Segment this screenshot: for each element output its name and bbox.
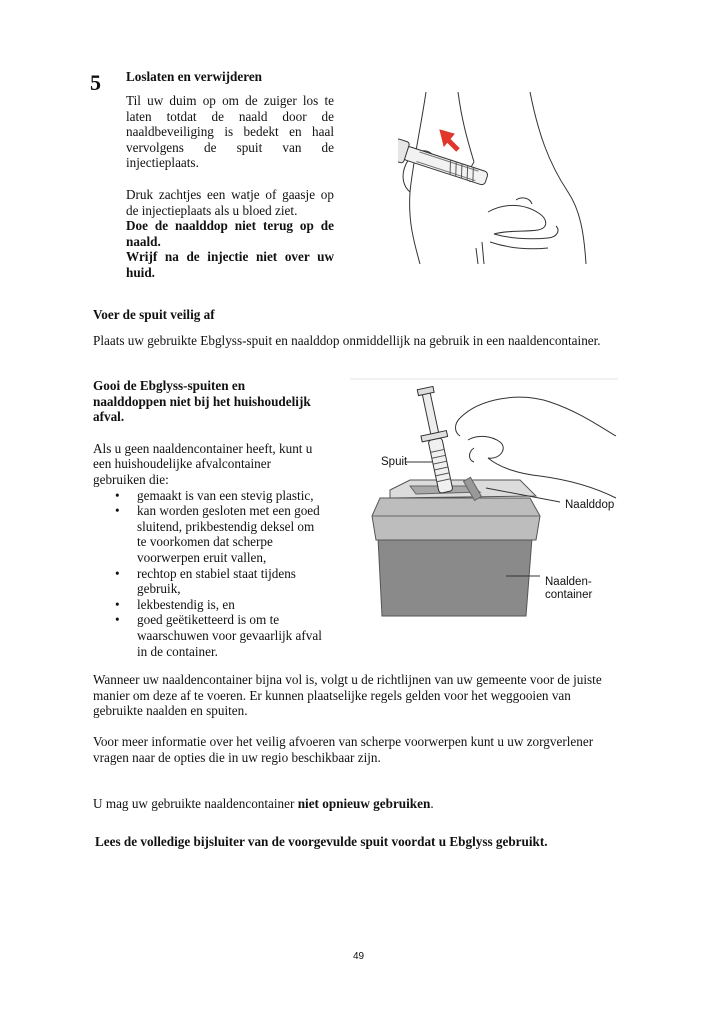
full-container-paragraph bbox=[93, 672, 602, 719]
figure-label-syringe: Spuit bbox=[381, 456, 408, 468]
step-number: 5 bbox=[90, 70, 101, 95]
list-item-line: in de container. bbox=[137, 643, 218, 659]
list-item-line: kan worden gesloten met een goed bbox=[137, 503, 320, 519]
list-item-line: goed geëtiketteerd is om te bbox=[137, 612, 280, 628]
list-item bbox=[93, 566, 353, 597]
household-intro-line: gebruiken die: bbox=[93, 471, 169, 487]
more-info-paragraph bbox=[93, 734, 593, 765]
paragraph-line: Voor meer informatie over het veilig afvoeren van scherpe voorwerpen kunt u uw zorgverlener bbox=[93, 734, 594, 749]
list-item-line: waarschuwen voor gevaarlijk afval bbox=[137, 627, 322, 643]
household-intro-line: Als u geen naaldencontainer heeft, kunt u bbox=[93, 440, 313, 456]
list-item-line: lekbestendig is, en bbox=[137, 596, 235, 612]
household-intro-line: een huishoudelijke afvalcontainer bbox=[93, 456, 271, 472]
paragraph-line: manier om deze af te voeren. Er kunnen plaatselijke regels gelden voor het weggooien van bbox=[93, 687, 571, 703]
reuse-note bbox=[93, 796, 434, 812]
household-section bbox=[93, 378, 353, 659]
household-heading-line: naalddoppen niet bij het huishoudelijk bbox=[93, 393, 311, 409]
paragraph-line: vragen naar de opties die in uw regio beschikbaar zijn. bbox=[93, 749, 381, 765]
disposal-heading: Voer de spuit veilig af bbox=[93, 307, 215, 322]
list-item-line: gebruik, bbox=[137, 581, 181, 597]
list-item-line: te voorkomen dat scherpe bbox=[137, 534, 273, 550]
figure-label-container-line: Naalden- bbox=[545, 576, 592, 588]
step-instruction: Til uw duim op om de zuiger los te laten totdat de naald door de naaldbeveiliging is bedekt en haal vervolgens de spuit van de injectieplaats. bbox=[126, 93, 334, 171]
step-title: Loslaten en verwijderen bbox=[126, 69, 263, 84]
list-item bbox=[93, 503, 353, 565]
bullet-marker: • bbox=[115, 596, 120, 612]
household-heading-line: Gooi de Ebglyss-spuiten en bbox=[93, 378, 246, 393]
bullet-marker: • bbox=[115, 503, 120, 519]
step-bleeding-note: Druk zachtjes een watje of gaasje op de injectieplaats als u bloed ziet. bbox=[126, 186, 334, 218]
step-warning-cap: Doe de naalddop niet terug op de naald. bbox=[126, 218, 334, 249]
reuse-note-emphasis: niet opnieuw gebruiken bbox=[297, 796, 431, 811]
list-item-line: sluitend, prikbestendig deksel om bbox=[137, 518, 315, 534]
bullet-marker: • bbox=[115, 612, 120, 628]
list-item-line: voorwerpen eruit vallen, bbox=[137, 549, 267, 565]
reuse-note-prefix: U mag uw gebruikte naaldencontainer bbox=[93, 796, 298, 811]
list-item bbox=[93, 597, 353, 613]
list-item bbox=[93, 488, 353, 504]
household-heading-line: afval. bbox=[93, 409, 125, 425]
paragraph-line: gebruikte naalden en spuiten. bbox=[93, 703, 248, 719]
disposal-text: Plaats uw gebruikte Ebglyss-spuit en naalddop onmiddellijk na gebruik in een naaldencontainer. bbox=[93, 333, 601, 348]
list-item bbox=[93, 612, 353, 659]
list-item-line: rechtop en stabiel staat tijdens bbox=[137, 565, 296, 581]
injection-removal-illustration bbox=[398, 92, 598, 264]
figure-label-container-line: container bbox=[545, 589, 593, 601]
step-body bbox=[126, 93, 334, 281]
paragraph-line: Wanneer uw naaldencontainer bijna vol is, volgt u de richtlijnen van uw gemeente voor de juiste bbox=[93, 672, 602, 687]
container-requirements-list bbox=[93, 488, 353, 660]
page-number: 49 bbox=[353, 951, 365, 962]
step-warning-rub: Wrijf na de injectie niet over uw huid. bbox=[126, 249, 334, 280]
list-item-line: gemaakt is van een stevig plastic, bbox=[137, 487, 314, 503]
figure-label-container bbox=[545, 576, 592, 602]
bullet-marker: • bbox=[115, 565, 120, 581]
leaflet-reminder: Lees de volledige bijsluiter van de voorgevulde spuit voordat u Ebglyss gebruikt. bbox=[95, 834, 548, 849]
figure-label-cap: Naalddop bbox=[565, 499, 615, 511]
reuse-note-suffix: . bbox=[430, 796, 434, 811]
bullet-marker: • bbox=[115, 487, 120, 503]
